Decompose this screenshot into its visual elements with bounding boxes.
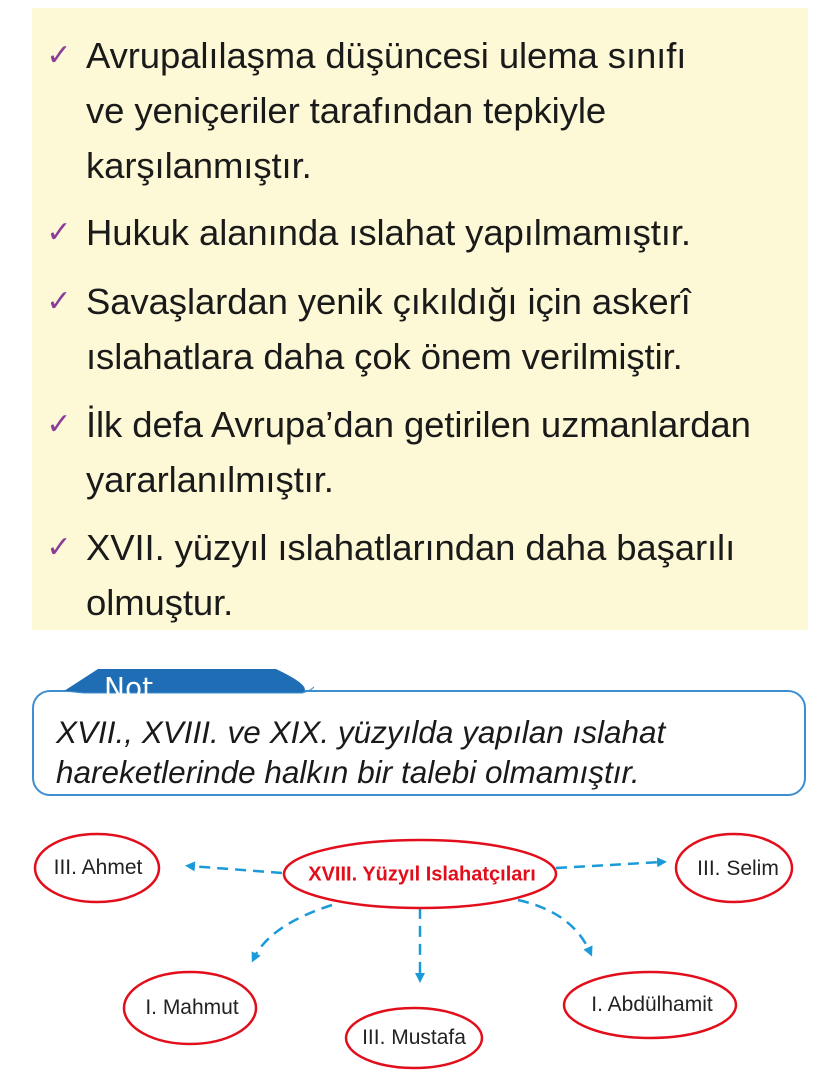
- node-mahmut: I. Mahmut: [145, 996, 239, 1019]
- check-item-text: Savaşlardan yenik çıkıldığı için askerî ıslahatlara daha çok önem verilmiştir.: [86, 281, 691, 377]
- check-item-text: Hukuk alanında ıslahat yapılmamıştır.: [86, 212, 691, 253]
- note-title: Not: [104, 671, 154, 704]
- check-icon: ✓: [46, 216, 72, 249]
- check-icon: ✓: [46, 285, 72, 318]
- check-item-text: Avrupalılaşma düşüncesi ulema sınıfı ve yeniçeriler tarafından tepkiyle karşılanmıştır.: [86, 35, 687, 186]
- arrow-to-selim: [556, 862, 662, 868]
- node-abdulhamit: I. Abdülhamit: [591, 993, 713, 1016]
- arrow-to-ahmet: [190, 866, 282, 873]
- arrow-to-mahmut: [254, 905, 332, 958]
- check-icon: ✓: [46, 408, 72, 441]
- node-ahmet: III. Ahmet: [53, 856, 143, 879]
- note-text: XVII., XVIII. ve XIX. yüzyılda yapılan ıslahat hareketlerinde halkın bir talebi olmamıştır.: [56, 714, 666, 790]
- node-selim: III. Selim: [697, 857, 779, 880]
- check-item-text: İlk defa Avrupa’dan getirilen uzmanlardan yararlanılmıştır.: [86, 404, 751, 500]
- center-label: XVIII. Yüzyıl Islahatçıları: [308, 863, 536, 886]
- check-icon: ✓: [46, 39, 72, 72]
- check-item-text: XVII. yüzyıl ıslahatlarından daha başarılı olmuştur.: [86, 527, 736, 623]
- check-icon: ✓: [46, 531, 72, 564]
- arrow-to-abdulhamit: [518, 900, 590, 952]
- node-mustafa: III. Mustafa: [362, 1026, 466, 1049]
